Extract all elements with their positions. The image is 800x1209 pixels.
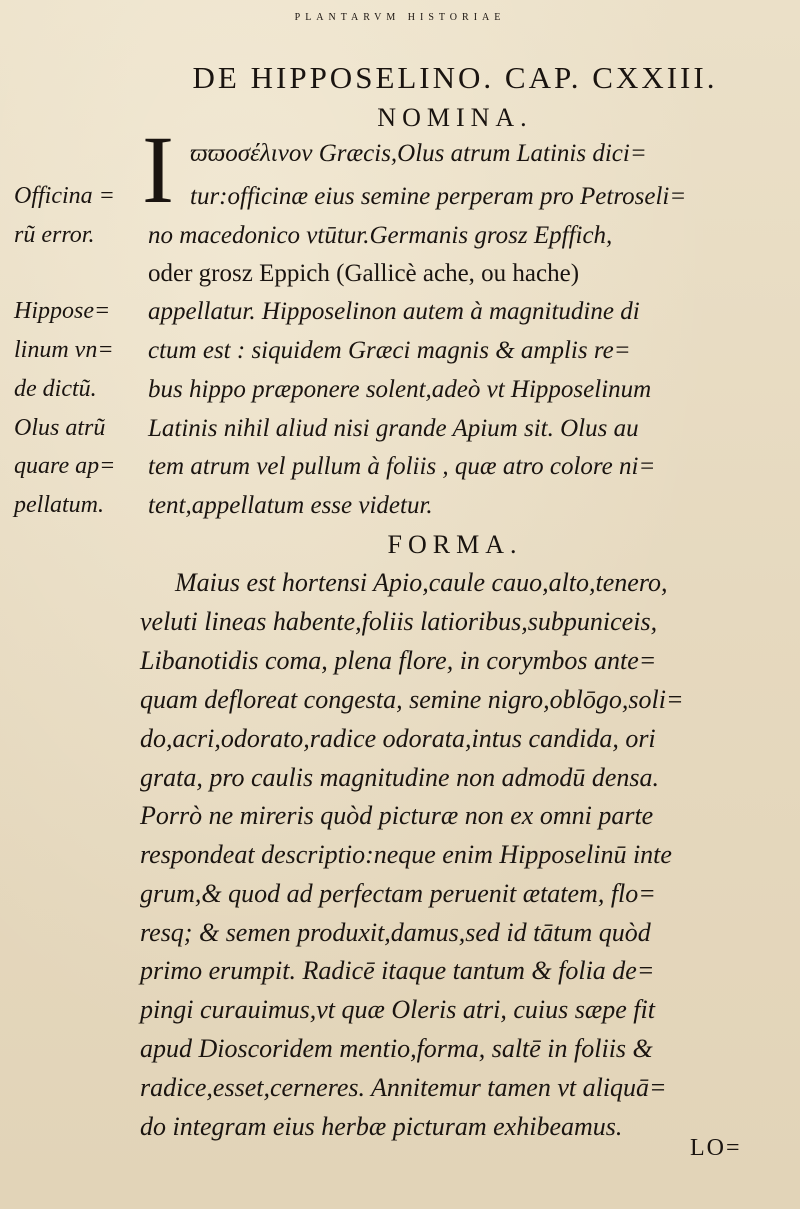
margin-note: rũ error. [14, 222, 95, 248]
forma-line: pingi curauimus,vt quæ Oleris atri, cuius sæpe fit [140, 995, 655, 1024]
forma-line: grum,& quod ad perfectam peruenit ætatem, flo= [140, 879, 656, 908]
nomina-line: ctum est : siquidem Græci magnis & amplis re= [148, 337, 631, 364]
nomina-line: ϖϖοσέλινον Græcis,Olus atrum Latinis dici= [190, 140, 647, 167]
nomina-line: appellatur. Hipposelinon autem à magnitudine di [148, 298, 640, 325]
nomina-line: Latinis nihil aliud nisi grande Apium sit. Olus au [148, 415, 639, 442]
nomina-line: bus hippo præponere solent,adeò vt Hipposelinum [148, 376, 652, 403]
forma-line: apud Dioscoridem mentio,forma, saltē in foliis & [140, 1034, 653, 1063]
forma-line: Porrò ne mireris quòd picturæ non ex omni parte [140, 801, 654, 830]
forma-line: resq; & semen produxit,damus,sed id tātum quòd [140, 918, 651, 947]
margin-note: quare ap= [14, 453, 116, 479]
section-heading-nomina: NOMINA. [377, 103, 533, 132]
margin-note: Hippose= [14, 298, 111, 324]
margin-note: Officina = [14, 183, 115, 209]
nomina-line: oder grosz Eppich (Gallicè ache, ou hache) [148, 260, 580, 287]
forma-line: respondeat descriptio:neque enim Hipposelinū inte [140, 840, 672, 869]
forma-line: veluti lineas habente,foliis latioribus,subpuniceis, [140, 607, 658, 636]
margin-note: de dictũ. [14, 376, 97, 402]
nomina-line: no macedonico vtūtur.Germanis grosz Epffich, [148, 222, 613, 249]
forma-line: Libanotidis coma, plena flore, in corymbos ante= [140, 646, 657, 675]
forma-line: grata, pro caulis magnitudine non admodū densa. [140, 763, 660, 792]
forma-line: Maius est hortensi Apio,caule cauo,alto,tenero, [175, 568, 668, 597]
forma-line: radice,esset,cerneres. Annitemur tamen vt aliquā= [140, 1073, 667, 1102]
nomina-line: tent,appellatum esse videtur. [148, 492, 433, 519]
margin-note: Olus atrũ [14, 415, 106, 441]
running-head: PLANTARVM HISTORIAE [294, 12, 506, 23]
margin-note: linum vn= [14, 337, 114, 363]
catchword: LO= [690, 1135, 742, 1161]
forma-line: primo erumpit. Radicē itaque tantum & folia de= [140, 956, 655, 985]
section-heading-forma: FORMA. [387, 530, 523, 559]
drop-cap: I [142, 116, 174, 223]
margin-note: pellatum. [14, 492, 104, 518]
nomina-line: tem atrum vel pullum à foliis , quæ atro colore ni= [148, 453, 656, 480]
forma-line: do integram eius herbæ picturam exhibeamus. [140, 1112, 623, 1141]
chapter-title: DE HIPPOSELINO. CAP. CXXIII. [192, 60, 718, 95]
nomina-line: tur:officinæ eius semine perperam pro Petroseli= [190, 183, 687, 210]
forma-line: quam defloreat congesta, semine nigro,oblōgo,soli= [140, 685, 684, 714]
forma-line: do,acri,odorato,radice odorata,intus candida, ori [140, 724, 656, 753]
